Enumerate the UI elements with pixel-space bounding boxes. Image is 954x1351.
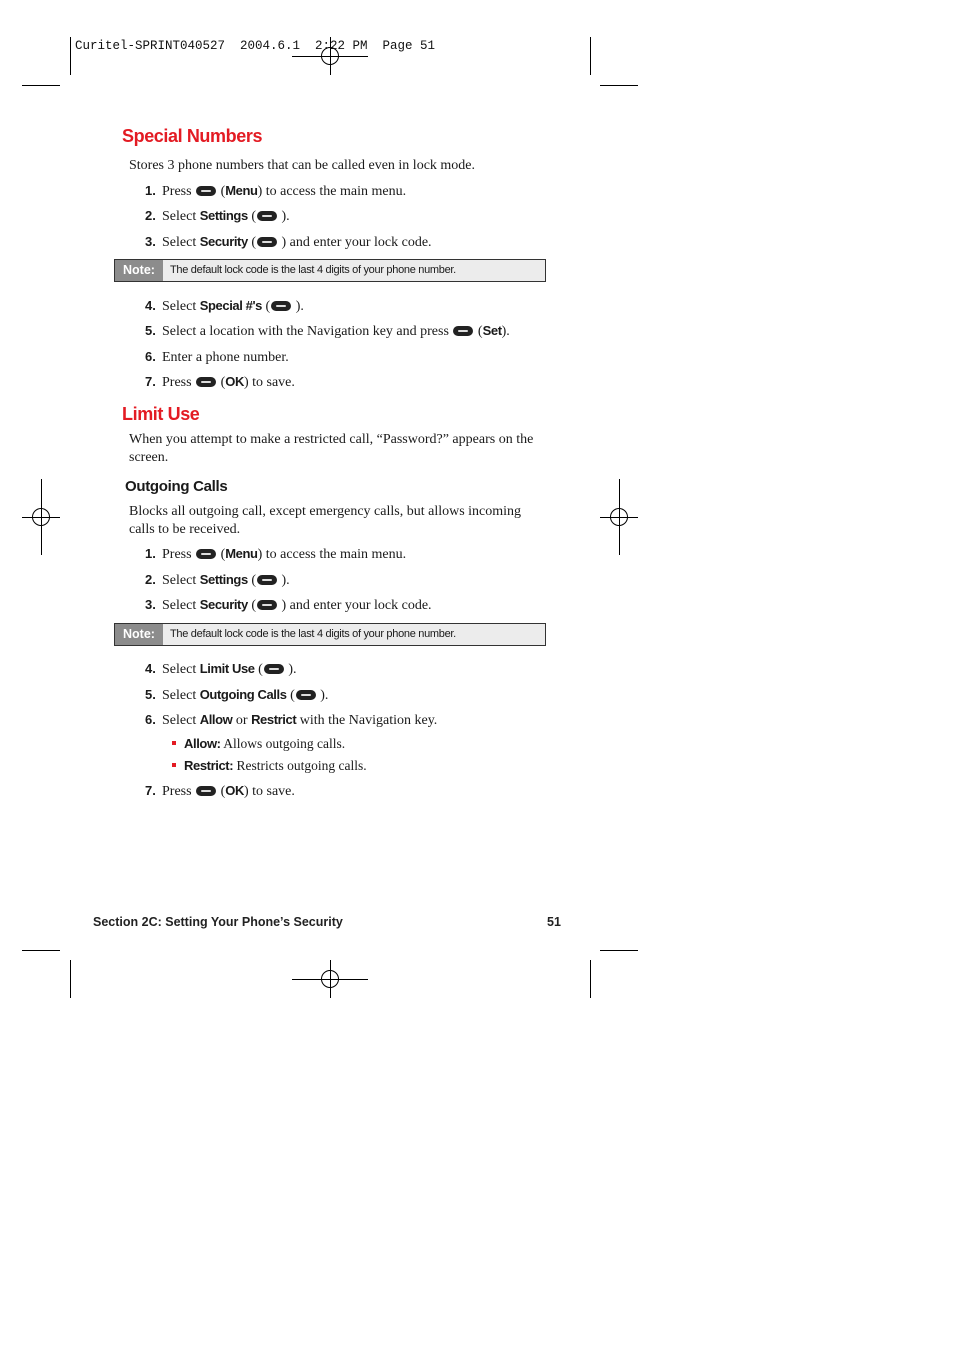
number-key-icon [257, 575, 277, 585]
special-step-6: 6. Enter a phone number. [145, 349, 289, 365]
number-key-icon [257, 600, 277, 610]
outgoing-calls-intro: Blocks all outgoing call, except emergency calls, but allows incoming calls to be received. [129, 504, 522, 537]
note-label: Note: [115, 260, 163, 281]
menu-key-icon [196, 549, 216, 559]
special-step-5: 5. Select a location with the Navigation key and press (Set). [145, 323, 510, 339]
ok-key-icon [453, 326, 473, 336]
special-step-2: 2. Select Settings ( ). [145, 208, 290, 224]
special-step-7: 7. Press (OK) to save. [145, 374, 295, 390]
special-numbers-intro: Stores 3 phone numbers that can be called even in lock mode. [129, 158, 476, 173]
limit-step-1: 1. Press (Menu) to access the main menu. [145, 546, 407, 562]
limit-step-4: 4. Select Limit Use ( ). [145, 661, 297, 677]
bullet-square-icon [172, 741, 176, 745]
ok-key-icon [196, 786, 216, 796]
note-text: The default lock code is the last 4 digits of your phone number. [170, 264, 456, 276]
outgoing-calls-heading: Outgoing Calls [125, 478, 228, 495]
bullet-allow: Allow: Allows outgoing calls. [172, 736, 345, 752]
limit-use-intro: When you attempt to make a restricted call, “Password?” appears on the screen. [129, 432, 534, 465]
special-numbers-heading: Special Numbers [122, 126, 263, 146]
menu-key-icon [196, 186, 216, 196]
limit-step-3: 3. Select Security ( ) and enter your lock code. [145, 597, 432, 613]
limit-use-heading: Limit Use [122, 404, 200, 424]
ok-key-icon [196, 377, 216, 387]
limit-step-7: 7. Press (OK) to save. [145, 783, 295, 799]
note-box [114, 623, 546, 646]
note-text: The default lock code is the last 4 digits of your phone number. [170, 628, 456, 640]
bullet-restrict: Restrict: Restricts outgoing calls. [172, 758, 367, 774]
special-step-4: 4. Select Special #'s ( ). [145, 298, 304, 314]
limit-step-5: 5. Select Outgoing Calls ( ). [145, 687, 329, 703]
special-step-3: 3. Select Security ( ) and enter your lock code. [145, 234, 432, 250]
number-key-icon [257, 237, 277, 247]
bullet-square-icon [172, 763, 176, 767]
footer-section-title: Section 2C: Setting Your Phone’s Security [93, 915, 343, 929]
number-key-icon [296, 690, 316, 700]
note-label: Note: [115, 624, 163, 645]
number-key-icon [257, 211, 277, 221]
special-step-1: 1. Press (Menu) to access the main menu. [145, 183, 407, 199]
number-key-icon [264, 664, 284, 674]
print-slug: Curitel-SPRINT040527 2004.6.1 2:22 PM Page 51 [75, 39, 436, 53]
note-box [114, 259, 546, 282]
limit-step-2: 2. Select Settings ( ). [145, 572, 290, 588]
page-number: 51 [547, 915, 561, 929]
limit-step-6: 6. Select Allow or Restrict with the Navigation key. [145, 712, 438, 728]
number-key-icon [271, 301, 291, 311]
